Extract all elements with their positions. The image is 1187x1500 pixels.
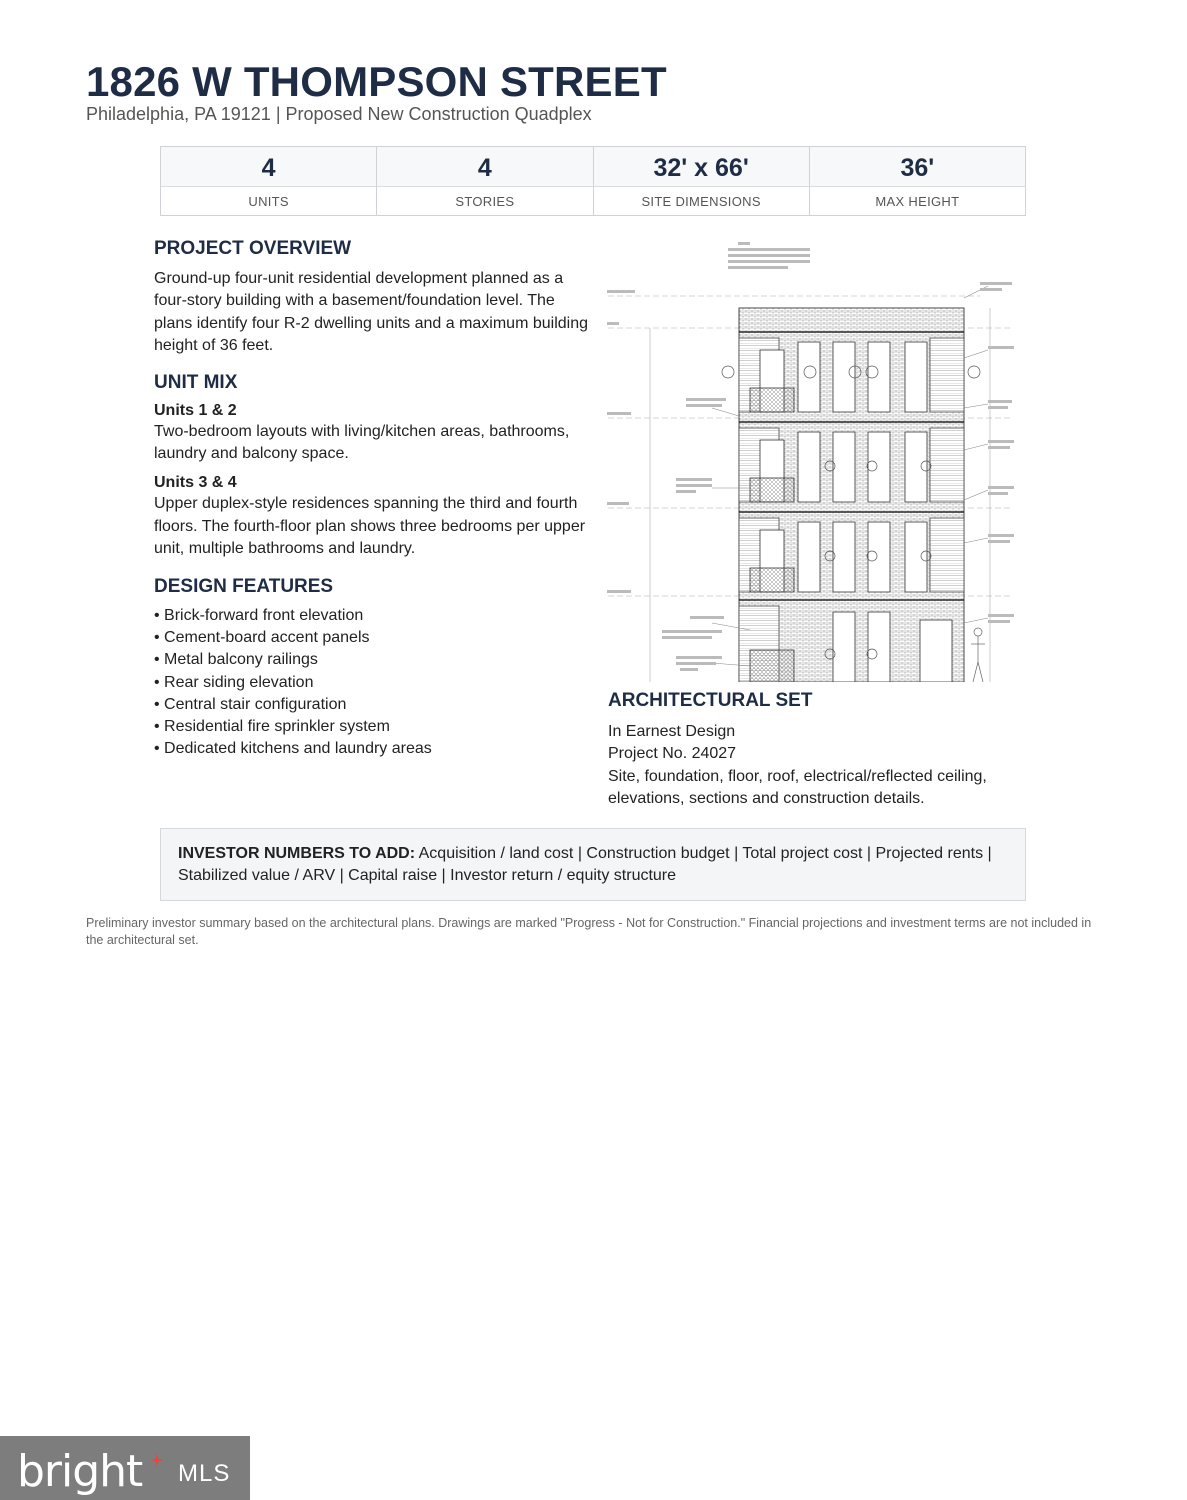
key-stats-table — [160, 146, 1026, 216]
stat-label: SITE DIMENSIONS — [641, 194, 761, 209]
overview-heading: PROJECT OVERVIEW — [154, 238, 352, 259]
stat-stories — [377, 147, 593, 215]
bright-mls-logo — [0, 1436, 250, 1500]
unit-group-text: Two-bedroom layouts with living/kitchen areas, bathrooms, laundry and balcony space. — [154, 422, 570, 463]
list-item: • Residential fire sprinkler system — [154, 716, 594, 738]
page-title: 1826 W THOMPSON STREET — [86, 58, 667, 105]
stat-max-height — [810, 147, 1025, 215]
stat-value: 4 — [377, 147, 592, 187]
logo-wordmark: bright — [17, 1446, 143, 1497]
stat-site-dimensions — [594, 147, 810, 215]
overview-text: Ground-up four-unit residential development planned as a four-story building with a basement/foundation level. The plans identify four R-2 dwelling units and a maximum building height of 36 feet. — [154, 270, 588, 355]
investor-label: INVESTOR NUMBERS TO ADD: — [178, 845, 416, 862]
disclaimer-footnote: Preliminary investor summary based on the architectural plans. Drawings are marked "Progress - Not for Construction." Financial projections and investment terms are not included in the architectural set. — [86, 916, 1092, 947]
stat-units — [161, 147, 377, 215]
stat-value: 32' x 66' — [594, 147, 809, 187]
list-item: • Dedicated kitchens and laundry areas — [154, 738, 594, 760]
stat-label: UNITS — [248, 194, 289, 209]
stat-value: 36' — [810, 147, 1025, 187]
unit-group-text: Upper duplex-style residences spanning the third and fourth floors. The fourth-floor plan shows three bedrooms per upper unit, multiple bathrooms and laundry. — [154, 495, 586, 558]
architect-firm: In Earnest Design — [608, 723, 736, 740]
stat-value: 4 — [161, 147, 376, 187]
unit-group-title: Units 3 & 4 — [154, 474, 237, 492]
investor-callout — [160, 828, 1026, 901]
elevation-drawing — [600, 238, 1020, 682]
list-item: • Cement-board accent panels — [154, 627, 594, 649]
list-item: • Central stair configuration — [154, 694, 594, 716]
left-column — [154, 238, 594, 761]
investor-items: Acquisition / land cost | Construction budget | Total project cost | Projected rents | Stabilized value / ARV | Capital raise | Investor return / equity structure — [178, 845, 992, 885]
page-subtitle: Philadelphia, PA 19121 | Proposed New Construction Quadplex — [86, 104, 592, 124]
stat-label: MAX HEIGHT — [875, 194, 960, 209]
list-item: • Metal balcony railings — [154, 649, 594, 671]
unit-group-title: Units 1 & 2 — [154, 401, 237, 419]
plan-scope: Site, foundation, floor, roof, electrical/reflected ceiling, elevations, sections and construction details. — [608, 767, 987, 808]
list-item: • Brick-forward front elevation — [154, 605, 594, 627]
design-features-heading: DESIGN FEATURES — [154, 575, 334, 597]
logo-mls-text: MLS — [178, 1460, 231, 1487]
unit-mix-heading: UNIT MIX — [154, 371, 238, 393]
stat-label: STORIES — [455, 194, 515, 209]
list-item: • Rear siding elevation — [154, 672, 594, 694]
architectural-set-heading: ARCHITECTURAL SET — [608, 690, 813, 711]
star-icon — [150, 1453, 164, 1467]
project-number: Project No. 24027 — [608, 745, 737, 763]
design-features-list — [154, 605, 594, 761]
architectural-set — [608, 690, 1028, 811]
